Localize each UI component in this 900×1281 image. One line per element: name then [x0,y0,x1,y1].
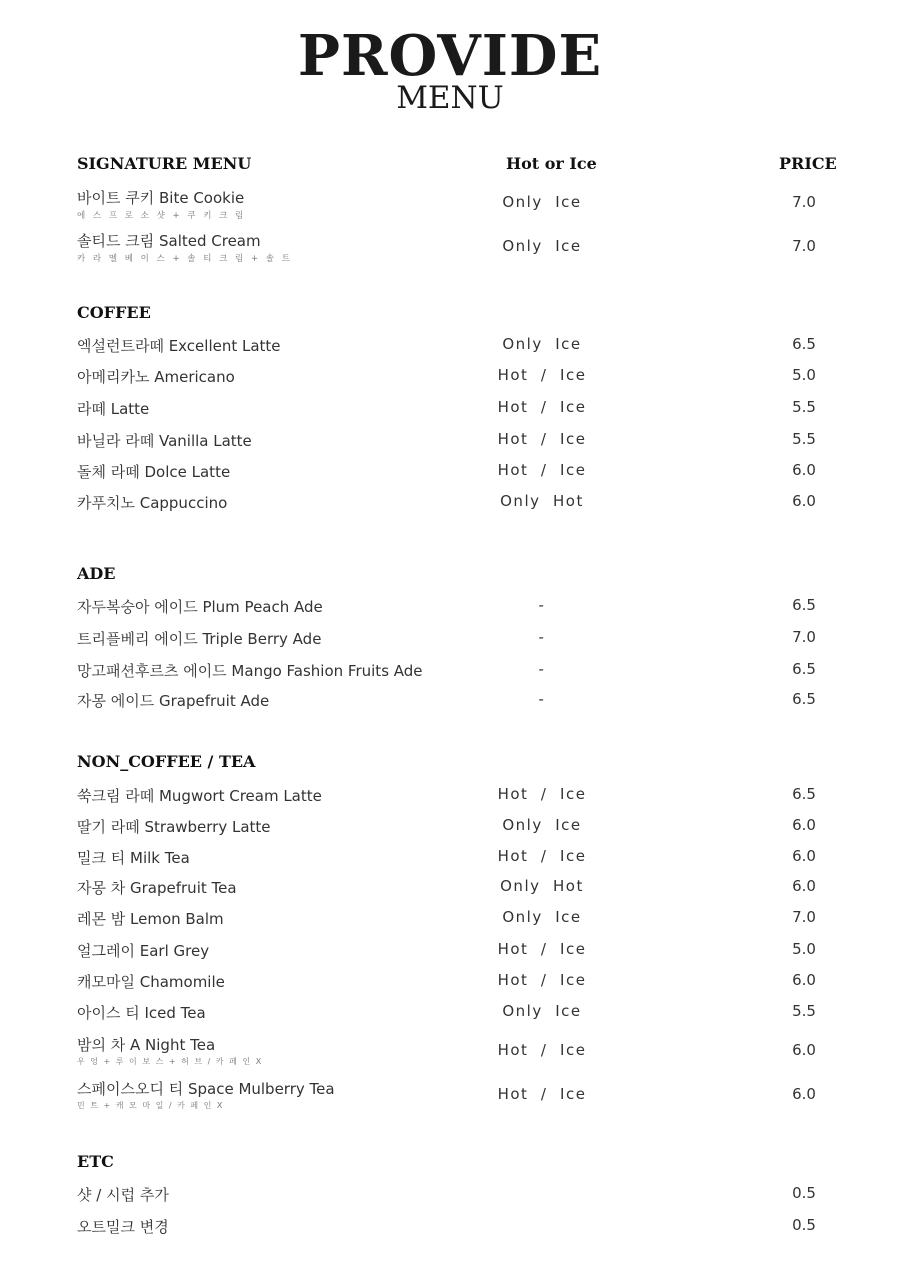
column-header-hot-or-ice: Hot or Ice [506,154,597,173]
menu-item-temperature: Hot / Ice [497,366,587,384]
menu-item-triple-berry-ade [0,628,900,658]
menu-item-temperature: Hot / Ice [497,398,587,416]
menu-item-price: 6.0 [792,847,816,865]
menu-item-price: 6.0 [792,461,816,479]
menu-item-temperature: Hot / Ice [497,940,587,958]
menu-item-price: 0.5 [792,1216,816,1234]
menu-item-price: 6.5 [792,335,816,353]
menu-item-temperature: Hot / Ice [497,971,587,989]
menu-item-name: 엑설런트라떼 Excellent Latte [77,337,281,355]
menu-item-oat-milk-change [0,1216,900,1246]
menu-subtitle: MENU [396,80,504,116]
menu-item-temperature: - [538,628,546,646]
menu-item-price: 6.5 [792,785,816,803]
section-heading-coffee: COFFEE [77,303,151,322]
menu-item-iced-tea [0,1002,900,1032]
menu-item-grapefruit-ade [0,690,900,720]
menu-item-temperature: Hot / Ice [497,461,587,479]
menu-item-note: 카 라 멜 베 이 스 + 솔 티 크 림 + 솔 트 [77,254,293,264]
menu-item-name: 딸기 라떼 Strawberry Latte [77,818,271,836]
menu-item-strawberry-latte [0,816,900,846]
menu-item-price: 5.5 [792,430,816,448]
menu-item-price: 6.5 [792,690,816,708]
menu-item-shot-syrup-add [0,1184,900,1214]
menu-item-name: 캐모마일 Chamomile [77,973,225,991]
menu-item-temperature: - [538,660,546,678]
menu-item-plum-peach-ade [0,596,900,626]
menu-item-name: 밀크 티 Milk Tea [77,849,190,867]
menu-item-temperature: Hot / Ice [497,1085,587,1103]
menu-item-a-night-tea [0,1033,900,1066]
menu-item-price: 5.5 [792,398,816,416]
menu-item-dolce-latte [0,461,900,491]
menu-item-chamomile [0,971,900,1001]
menu-item-name: 레몬 밤 Lemon Balm [77,910,224,928]
menu-item-cappuccino [0,492,900,522]
menu-item-temperature: - [538,690,546,708]
menu-item-mugwort-cream-latte [0,785,900,815]
menu-item-lemon-balm [0,908,900,938]
menu-item-name: 망고패션후르츠 에이드 Mango Fashion Fruits Ade [77,662,423,680]
menu-item-note: 민 트 + 캐 모 마 일 / 카 페 인 X [77,1101,224,1110]
menu-item-price: 6.5 [792,660,816,678]
menu-item-excellent-latte [0,335,900,365]
menu-item-name: 돌체 라떼 Dolce Latte [77,463,231,481]
menu-item-temperature: Only Hot [500,492,584,510]
menu-item-temperature: Only Ice [502,335,582,353]
menu-item-price: 5.5 [792,1002,816,1020]
menu-item-name: 아메리카노 Americano [77,368,235,386]
menu-item-price: 6.0 [792,1085,816,1103]
section-heading-ade: ADE [77,564,116,583]
menu-item-salted-cream [0,229,900,264]
menu-item-name: 바닐라 라떼 Vanilla Latte [77,432,252,450]
menu-item-latte [0,398,900,428]
menu-item-name: 자두복숭아 에이드 Plum Peach Ade [77,598,323,616]
menu-item-name: 바이트 쿠키 Bite Cookie [77,189,245,207]
menu-item-temperature: Hot / Ice [497,785,587,803]
menu-item-grapefruit-tea [0,877,900,907]
menu-item-name: 카푸치노 Cappuccino [77,494,228,512]
menu-item-temperature: - [538,596,546,614]
menu-item-temperature: Only Ice [502,193,582,211]
menu-item-americano [0,366,900,396]
menu-item-mango-fashion-fruits-ade [0,660,900,690]
menu-item-temperature: Only Ice [502,908,582,926]
menu-item-earl-grey [0,940,900,970]
menu-item-name: 솔티드 크림 Salted Cream [77,232,261,250]
menu-brand-title: PROVIDE [297,23,603,89]
menu-item-name: 얼그레이 Earl Grey [77,942,210,960]
menu-item-price: 7.0 [792,193,816,211]
section-heading-signature: SIGNATURE MENU [77,154,252,173]
menu-item-milk-tea [0,847,900,877]
menu-item-price: 0.5 [792,1184,816,1202]
menu-item-price: 6.0 [792,492,816,510]
menu-item-name: 자몽 에이드 Grapefruit Ade [77,692,270,710]
menu-item-bite-cookie [0,185,900,221]
section-heading-tea: NON_COFFEE / TEA [77,752,256,771]
menu-item-price: 7.0 [792,628,816,646]
menu-item-name: 샷 / 시럽 추가 [77,1186,169,1204]
menu-item-price: 7.0 [792,908,816,926]
menu-item-name: 아이스 티 Iced Tea [77,1004,206,1022]
menu-item-price: 5.0 [792,366,816,384]
menu-item-temperature: Only Ice [502,1002,582,1020]
menu-item-vanilla-latte [0,430,900,460]
menu-item-temperature: Only Ice [502,237,582,255]
menu-item-price: 6.5 [792,596,816,614]
menu-item-name: 밤의 차 A Night Tea [77,1036,216,1054]
menu-item-name: 오트밀크 변경 [77,1218,169,1236]
menu-item-name: 쑥크림 라떼 Mugwort Cream Latte [77,787,322,805]
menu-item-price: 6.0 [792,877,816,895]
menu-item-price: 5.0 [792,940,816,958]
menu-item-temperature: Only Ice [502,816,582,834]
section-heading-etc: ETC [77,1152,114,1171]
menu-item-space-mulberry-tea [0,1077,900,1110]
menu-item-name: 스페이스오디 티 Space Mulberry Tea [77,1080,335,1098]
menu-item-note: 우 엉 + 루 이 보 스 + 허 브 / 카 페 인 X [77,1057,263,1066]
column-header-price: PRICE [779,154,837,173]
menu-item-name: 자몽 차 Grapefruit Tea [77,879,237,897]
menu-item-price: 7.0 [792,237,816,255]
menu-item-price: 6.0 [792,1041,816,1059]
menu-item-name: 트리플베리 에이드 Triple Berry Ade [77,630,322,648]
menu-item-temperature: Hot / Ice [497,847,587,865]
menu-item-price: 6.0 [792,816,816,834]
menu-item-price: 6.0 [792,971,816,989]
menu-item-temperature: Only Hot [500,877,584,895]
menu-item-note: 에 스 프 로 소 샷 + 쿠 키 크 림 [77,211,246,221]
menu-item-temperature: Hot / Ice [497,430,587,448]
menu-item-name: 라떼 Latte [77,400,150,418]
menu-item-temperature: Hot / Ice [497,1041,587,1059]
